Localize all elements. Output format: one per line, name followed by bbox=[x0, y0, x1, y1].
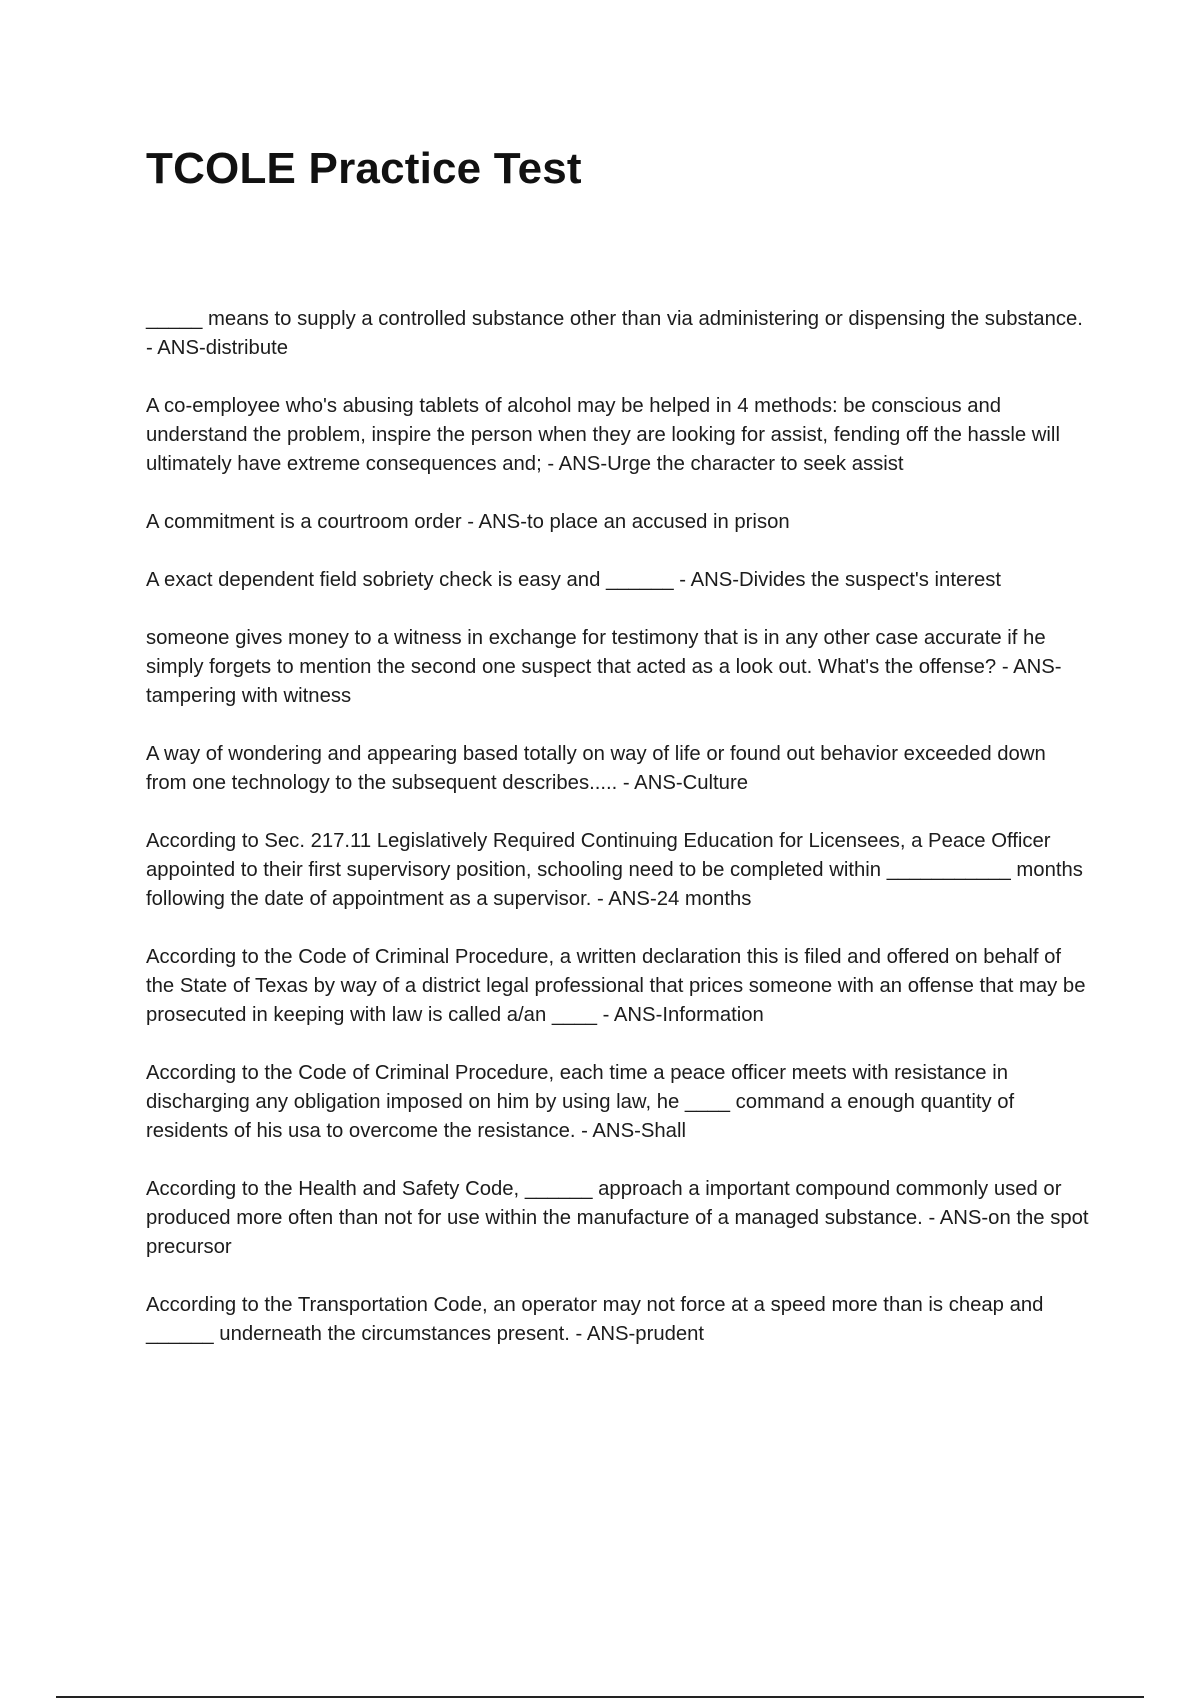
page-title: TCOLE Practice Test bbox=[146, 144, 582, 193]
footer-divider bbox=[56, 1696, 1144, 1698]
question-answer-item: someone gives money to a witness in exchange for testimony that is in any other case accurate if he simply forgets to mention the second one suspect that acted as a look out. What's the offense? - ANS-tampering with witness bbox=[146, 627, 1062, 707]
question-answer-item: A exact dependent field sobriety check is easy and ______ - ANS-Divides the suspect's interest bbox=[146, 569, 1002, 591]
question-answer-item: According to the Transportation Code, an operator may not force at a speed more than is cheap and ______ underneath the circumstances present. - ANS-prudent bbox=[146, 1294, 1044, 1345]
question-answer-item: According to the Code of Criminal Procedure, each time a peace officer meets with resistance in discharging any obligation imposed on him by using law, he ____ command a enough quantity of residents of his usa to overcome the resistance. - ANS-Shall bbox=[146, 1062, 1015, 1142]
question-answer-item: A way of wondering and appearing based totally on way of life or found out behavior exceeded down from one technology to the subsequent describes..... - ANS-Culture bbox=[146, 743, 1046, 794]
question-answer-item: _____ means to supply a controlled substance other than via administering or dispensing the substance. - ANS-distribute bbox=[146, 308, 1083, 359]
question-answer-item: According to the Health and Safety Code, ______ approach a important compound commonly used or produced more often than not for use within the manufacture of a managed substance. - ANS-on the spot precursor bbox=[146, 1178, 1089, 1258]
question-answer-item: According to the Code of Criminal Procedure, a written declaration this is filed and offered on behalf of the State of Texas by way of a district legal professional that prices someone with an offense that may be prosecuted in keeping with law is called a/an ____ - ANS-Information bbox=[146, 946, 1086, 1026]
question-answer-list bbox=[146, 305, 1090, 1378]
question-answer-item: A commitment is a courtroom order - ANS-to place an accused in prison bbox=[146, 511, 790, 533]
question-answer-item: A co-employee who's abusing tablets of alcohol may be helped in 4 methods: be conscious and understand the problem, inspire the person when they are looking for assist, fending off the hassle will ultimately have extreme consequences and; - ANS-Urge the character to seek assist bbox=[146, 395, 1060, 475]
question-answer-item: According to Sec. 217.11 Legislatively Required Continuing Education for Licensees, a Peace Officer appointed to their first supervisory position, schooling need to be completed within ___________ months following the date of appointment as a supervisor. - ANS-24 months bbox=[146, 830, 1083, 910]
